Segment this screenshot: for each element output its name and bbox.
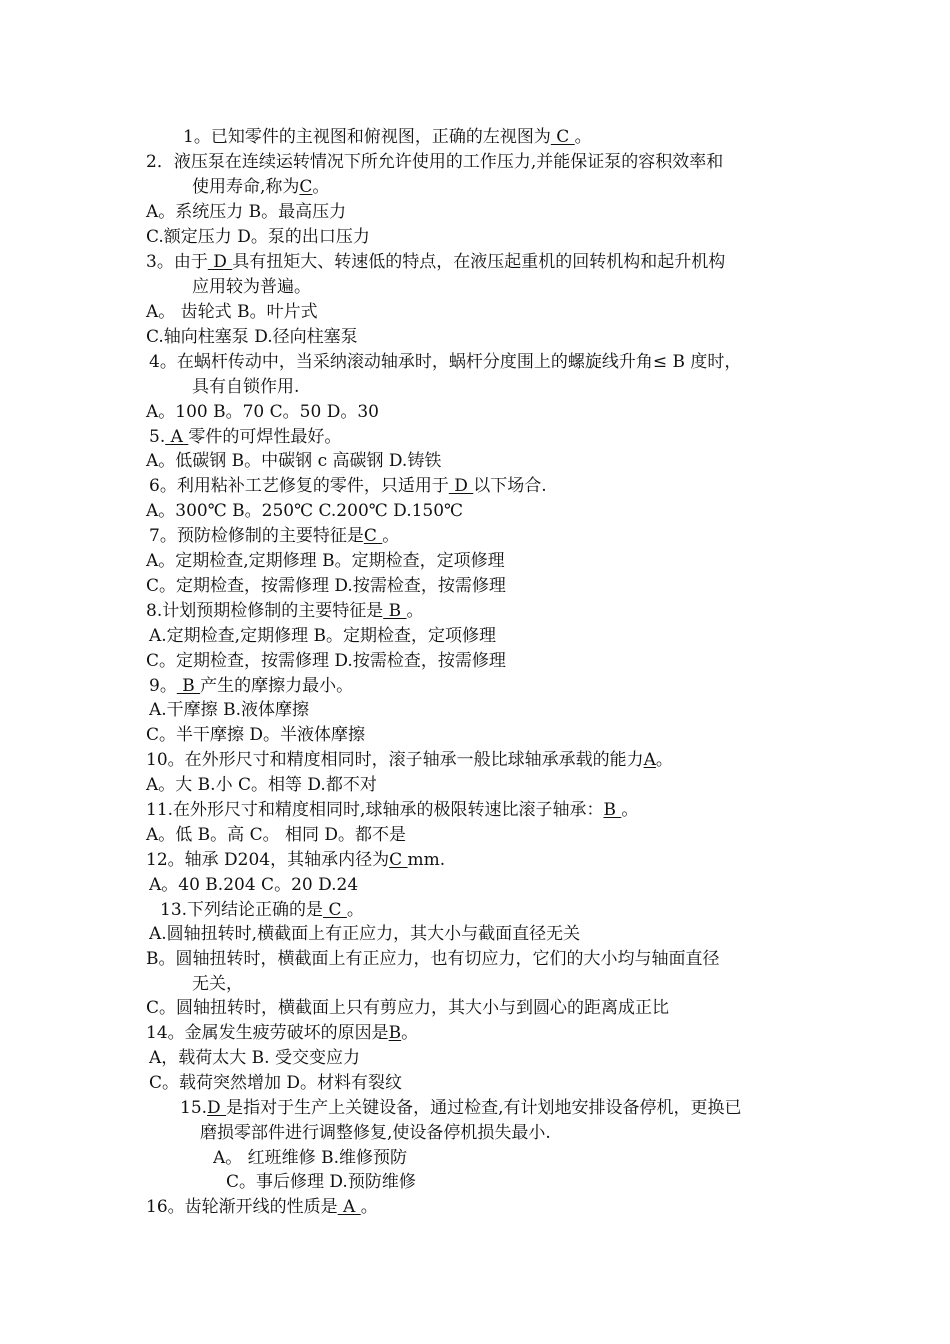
text-segment: A。 红班维修 B.维修预防: [213, 1148, 407, 1168]
question-14-options-cd: [149, 1073, 402, 1093]
text-segment: A。大 B.小 C。相等 D.都不对: [146, 775, 377, 795]
answer-blank: D: [207, 1098, 227, 1118]
text-segment: C.轴向柱塞泵 D.径向柱塞泵: [146, 327, 358, 347]
text-segment: 。: [360, 1197, 378, 1217]
text-segment: 15.: [180, 1098, 208, 1118]
text-segment: C。半干摩擦 D。半液体摩擦: [146, 725, 366, 745]
text-segment: 11.在外形尺寸和精度相同时,球轴承的极限转速比滚子轴承：: [146, 800, 604, 820]
question-2-options-ab: [146, 202, 346, 222]
question-15-options-ab: [213, 1148, 407, 1168]
question-3-stem: [146, 252, 725, 272]
answer-blank: D: [207, 252, 233, 272]
text-segment: 。: [382, 526, 400, 546]
question-9-stem: [149, 676, 353, 696]
question-13-option-b: [146, 949, 720, 969]
text-segment: A.干摩擦 B.液体摩擦: [149, 700, 309, 720]
text-segment: 。: [574, 127, 592, 147]
question-8-stem: [146, 601, 424, 621]
text-segment: 8.计划预期检修制的主要特征是: [146, 601, 384, 621]
text-segment: 6。利用粘补工艺修复的零件，只适用于: [149, 476, 449, 496]
question-10-stem: [146, 750, 673, 770]
text-segment: A。40 B.204 C。20 D.24: [149, 875, 359, 895]
text-segment: 10。在外形尺寸和精度相同时，滚子轴承一般比球轴承承载的能力: [146, 750, 644, 770]
text-segment: A。低 B。高 C。 相同 D。都不是: [146, 825, 407, 845]
question-7-options-ab: [146, 551, 505, 571]
text-segment: 。: [406, 601, 424, 621]
text-segment: 。: [401, 1023, 419, 1043]
text-segment: 。: [655, 750, 673, 770]
answer-blank: A: [643, 750, 656, 770]
text-segment: C。事后修理 D.预防维修: [226, 1172, 416, 1192]
question-11-options: [146, 825, 406, 845]
text-segment: 9。: [149, 676, 177, 696]
text-segment: 3。由于: [146, 252, 208, 272]
text-segment: 。: [621, 800, 639, 820]
text-segment: A。系统压力 B。最高压力: [146, 202, 347, 222]
question-13-stem: [160, 900, 364, 920]
question-7-options-cd: [146, 576, 506, 596]
answer-blank: C: [550, 127, 575, 147]
text-segment: A。定期检查,定期修理 B。定期检查，定项修理: [146, 551, 505, 571]
text-segment: B。圆轴扭转时，横截面上有正应力，也有切应力，它们的大小均与轴面直径: [146, 949, 720, 969]
question-8-options-ab: [149, 626, 496, 646]
text-segment: C。载荷突然增加 D。材料有裂纹: [149, 1073, 403, 1093]
question-12-stem: [146, 850, 445, 870]
question-6-options: [146, 501, 463, 521]
question-10-options: [146, 775, 377, 795]
text-segment: A。100 B。70 C。50 D。30: [146, 402, 379, 422]
question-8-options-cd: [146, 651, 506, 671]
text-segment: 14。金属发生疲劳破坏的原因是: [146, 1023, 389, 1043]
question-5-options: [146, 451, 441, 471]
text-segment: 是指对于生产上关键设备，通过检查,有计划地安排设备停机，更换已: [226, 1098, 742, 1118]
text-segment: 具有扭矩大、转速低的特点，在液压起重机的回转机构和起升机构: [232, 252, 726, 272]
text-segment: A。300℃ B。250℃ C.200℃ D.150℃: [146, 501, 464, 521]
answer-blank: A: [165, 427, 189, 447]
text-segment: 7。预防检修制的主要特征是: [149, 526, 364, 546]
text-segment: 使用寿命,称为: [192, 177, 300, 197]
answer-blank: C: [299, 177, 313, 197]
question-4-stem: [149, 352, 741, 372]
question-2-stem: [146, 152, 723, 172]
text-segment: 13.下列结论正确的是: [160, 900, 324, 920]
text-segment: 4。在蜗杆传动中，当采纳滚动轴承时，蜗杆分度围上的螺旋线升角≤ B 度时，: [149, 352, 742, 372]
answer-blank: C: [363, 526, 383, 546]
text-segment: A。 齿轮式 B。叶片式: [146, 302, 318, 322]
answer-blank: B: [388, 1023, 402, 1043]
text-segment: A。低碳钢 B。中碳钢 c 高碳钢 D.铸铁: [146, 451, 442, 471]
question-9-options-cd: [146, 725, 365, 745]
text-segment: 1。已知零件的主视图和俯视图，正确的左视图为: [183, 127, 551, 147]
text-segment: C。定期检查，按需修理 D.按需检查，按需修理: [146, 576, 506, 596]
question-13-option-b-cont: [192, 974, 243, 994]
question-13-option-a: [149, 924, 580, 944]
answer-blank: A: [337, 1197, 361, 1217]
question-12-options: [149, 875, 358, 895]
answer-blank: B: [603, 800, 622, 820]
question-1-stem: [183, 127, 592, 147]
question-2-options-cd: [146, 227, 370, 247]
text-segment: A，载荷太大 B. 受交变应力: [149, 1048, 360, 1068]
question-2-stem-cont: [192, 177, 329, 197]
question-4-stem-cont: [192, 377, 299, 397]
text-segment: mm.: [407, 850, 446, 870]
question-13-option-c: [146, 998, 669, 1018]
question-16-stem: [146, 1197, 378, 1217]
text-segment: C.额定压力 D。泵的出口压力: [146, 227, 370, 247]
text-segment: 以下场合.: [473, 476, 547, 496]
question-15-stem-cont: [200, 1123, 551, 1143]
answer-blank: B: [176, 676, 201, 696]
text-segment: A.定期检查,定期修理 B。定期检查，定项修理: [149, 626, 496, 646]
question-15-stem: [180, 1098, 742, 1118]
text-segment: 。: [346, 900, 364, 920]
text-segment: 应用较为普遍。: [192, 277, 311, 297]
text-segment: 零件的可焊性最好。: [188, 427, 342, 447]
question-3-stem-cont: [192, 277, 311, 297]
question-11-stem: [146, 800, 638, 820]
question-9-options-ab: [149, 700, 309, 720]
text-segment: 磨损零部件进行调整修复,使设备停机损失最小.: [200, 1123, 551, 1143]
answer-blank: B: [383, 601, 407, 621]
question-15-options-cd: [226, 1172, 416, 1192]
question-14-stem: [146, 1023, 418, 1043]
text-segment: 无关，: [192, 974, 243, 994]
text-segment: 。: [312, 177, 330, 197]
text-segment: C。定期检查，按需修理 D.按需检查，按需修理: [146, 651, 506, 671]
question-3-options-ab: [146, 302, 318, 322]
question-6-stem: [149, 476, 547, 496]
text-segment: C。圆轴扭转时，横截面上只有剪应力，其大小与到圆心的距离成正比: [146, 998, 670, 1018]
text-segment: 具有自锁作用.: [192, 377, 300, 397]
text-segment: A.圆轴扭转时,横截面上有正应力，其大小与截面直径无关: [149, 924, 581, 944]
question-14-options-ab: [149, 1048, 360, 1068]
question-4-options: [146, 402, 379, 422]
text-segment: 12。轴承 D204，其轴承内径为: [146, 850, 390, 870]
text-segment: 2．液压泵在连续运转情况下所允许使用的工作压力,并能保证泵的容积效率和: [146, 152, 724, 172]
answer-blank: D: [448, 476, 474, 496]
text-segment: 产生的摩擦力最小。: [200, 676, 354, 696]
question-5-stem: [149, 427, 341, 447]
question-3-options-cd: [146, 327, 358, 347]
text-segment: 16。齿轮渐开线的性质是: [146, 1197, 338, 1217]
text-segment: 5.: [149, 427, 166, 447]
answer-blank: C: [323, 900, 347, 920]
answer-blank: C: [389, 850, 408, 870]
question-7-stem: [149, 526, 399, 546]
